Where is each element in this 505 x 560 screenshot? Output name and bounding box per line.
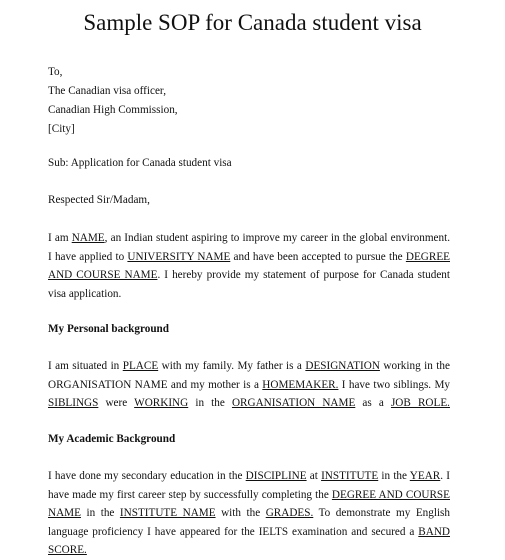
page-title: Sample SOP for Canada student visa [83,10,422,35]
placeholder-grades: GRADES. [265,507,314,519]
placeholder-homemaker: HOMEMAKER. [262,378,339,391]
intro-text: I am [48,232,72,244]
placeholder-band-score: BAND SCORE. [48,525,450,556]
placeholder-designation: DESIGNATION [305,360,380,372]
placeholder-degree-course: DEGREE AND COURSE NAME [48,488,450,519]
intro-text: , an Indian student aspiring to improve my career in the global environment. I have applied to [48,232,450,263]
placeholder-organisation: ORGANISATION NAME [231,397,356,409]
placeholder-place: PLACE [122,360,159,372]
placeholder-year: YEAR [409,470,441,482]
academic-text: with the [215,507,266,519]
personal-text: I am situated in [48,360,123,372]
placeholder-name: NAME [71,232,105,244]
salutation: Respected Sir/Madam, [48,194,150,206]
address-line-city: [City] [48,123,75,135]
address-line-officer: The Canadian visa officer, [48,85,167,97]
personal-text: in the [188,397,232,409]
academic-text: I have done my secondary education in the [48,470,246,482]
placeholder-institute: INSTITUTE [321,470,379,482]
address-line-commission: Canadian High Commission, [48,104,178,116]
intro-text: . I hereby provide my statement of purpose for Canada student visa application. [48,269,450,300]
address-to: To, [48,66,63,78]
academic-paragraph [48,467,450,560]
placeholder-working: WORKING [134,397,189,409]
placeholder-university: UNIVERSITY NAME [127,250,231,263]
personal-text: I have two siblings. My [338,378,450,391]
academic-text: in the [378,470,410,482]
intro-paragraph [48,229,450,303]
academic-text: . I have made my first career step by successfully completing the [48,470,450,501]
personal-text: as a [355,397,391,409]
placeholder-degree: DEGREE AND COURSE NAME [48,250,450,281]
placeholder-discipline: DISCIPLINE [245,470,307,482]
personal-text: with my family. My father is a [158,360,306,372]
placeholder-siblings: SIBLINGS [48,397,99,409]
section-heading-academic: My Academic Background [48,433,176,445]
section-heading-personal: My Personal background [48,323,170,335]
intro-text: and have been accepted to pursue the [230,250,406,263]
academic-text: at [306,470,322,482]
subject-line: Sub: Application for Canada student visa [48,157,232,169]
academic-text: To demonstrate my English language proficiency I have appeared for the IELTS examination and secured a [48,507,451,538]
placeholder-institute-name: INSTITUTE NAME [119,507,216,519]
placeholder-job-role: JOB ROLE. [390,397,450,409]
personal-paragraph [48,357,450,413]
personal-text: were [98,397,135,409]
academic-text: in the [80,507,120,519]
personal-text: working in the ORGANISATION NAME and my mother is a [48,360,450,391]
